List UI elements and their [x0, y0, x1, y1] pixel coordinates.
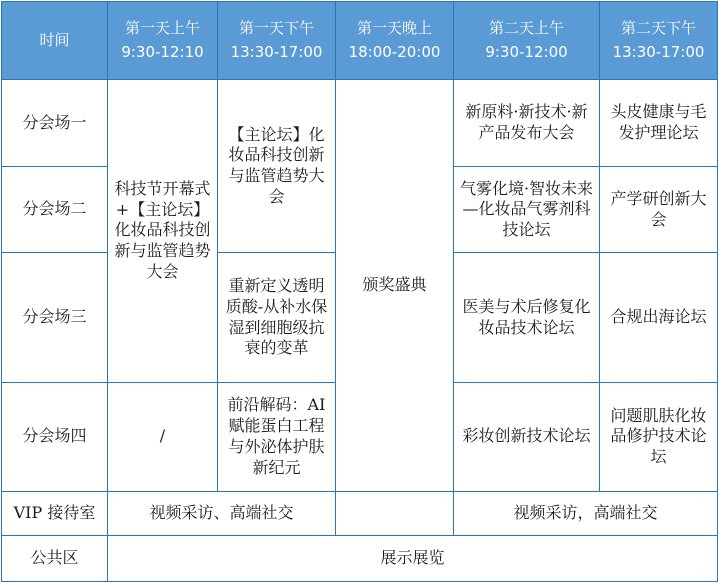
cell-vip-day1: 视频采访、高端社交: [108, 491, 336, 535]
header-day1-evening: [336, 2, 454, 80]
header-label: 第一天下午: [238, 19, 314, 38]
header-day1-afternoon: [218, 2, 336, 80]
row-public: [2, 535, 718, 581]
header-time: 9:30-12:10: [121, 42, 204, 61]
cell-day1-morning-main: 科技节开幕式+【主论坛】化妆品科技创新与监管趋势大会: [108, 80, 218, 383]
cell-public-all: 展示展览: [108, 535, 718, 581]
header-label: 第一天晚上: [356, 19, 432, 38]
row-label-vip: VIP 接待室: [2, 491, 108, 535]
header-row: [2, 2, 718, 80]
cell-day2-morning-venue-3: 医美与术后修复化妆品技术论坛: [454, 253, 600, 382]
header-label: 第二天上午: [488, 19, 564, 38]
row-label-venue-3: 分会场三: [2, 253, 108, 382]
schedule-table: [1, 1, 718, 582]
row-label-venue-4: 分会场四: [2, 382, 108, 491]
cell-day2-morning-venue-4: 彩妆创新技术论坛: [454, 382, 600, 491]
header-time: 13:30-17:00: [230, 42, 323, 61]
header-day1-morning: [108, 2, 218, 80]
cell-day1-afternoon-venue-3: 重新定义透明质酸-从补水保湿到细胞级抗衰的变革: [218, 253, 336, 382]
header-label: 第一天上午: [124, 19, 200, 38]
cell-day1-evening-all: 颁奖盛典: [336, 80, 454, 492]
header-time: 18:00-20:00: [348, 42, 441, 61]
cell-day2-afternoon-venue-2: 产学研创新大会: [600, 167, 718, 253]
row-vip: [2, 491, 718, 535]
row-label-venue-2: 分会场二: [2, 167, 108, 253]
row-venue-1: [2, 80, 718, 167]
cell-day2-afternoon-venue-4: 问题肌肤化妆品修护技术论坛: [600, 382, 718, 491]
time-header: 时间: [2, 2, 108, 80]
cell-day2-afternoon-venue-3: 合规出海论坛: [600, 253, 718, 382]
header-time: 13:30-17:00: [612, 42, 705, 61]
cell-vip-day2: 视频采访，高端社交: [454, 491, 718, 535]
cell-day2-morning-venue-1: 新原料·新技术·新产品发布大会: [454, 80, 600, 167]
header-day2-afternoon: [600, 2, 718, 80]
row-label-venue-1: 分会场一: [2, 80, 108, 167]
header-label: 第二天下午: [620, 19, 696, 38]
cell-day1-afternoon-venue-4: 前沿解码：AI赋能蛋白工程与外泌体护肤新纪元: [218, 382, 336, 491]
cell-day2-morning-venue-2: 气雾化境·智妆未来—化妆品气雾剂科技论坛: [454, 167, 600, 253]
cell-day2-afternoon-venue-1: 头皮健康与毛发护理论坛: [600, 80, 718, 167]
header-time: 9:30-12:00: [485, 42, 568, 61]
cell-day1-afternoon-main: 【主论坛】化妆品科技创新与监管趋势大会: [218, 80, 336, 253]
row-label-public: 公共区: [2, 535, 108, 581]
cell-vip-evening: [336, 491, 454, 535]
cell-day1-morning-venue-4: /: [108, 382, 218, 491]
header-day2-morning: [454, 2, 600, 80]
